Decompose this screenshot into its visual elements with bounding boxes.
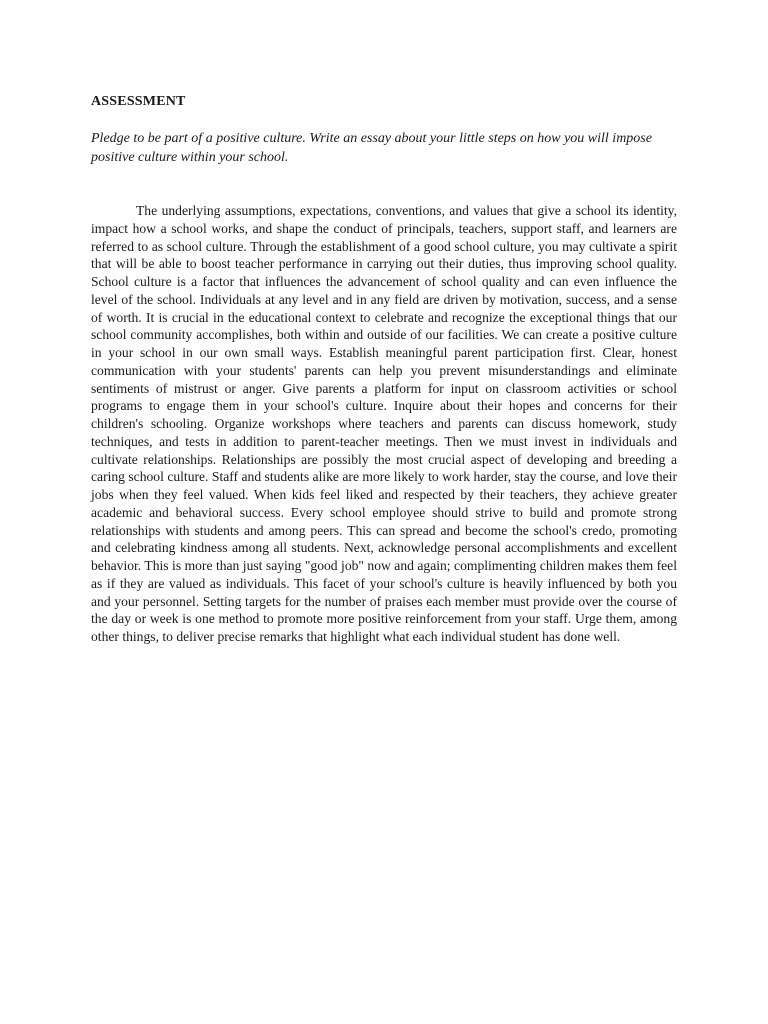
assessment-heading: ASSESSMENT — [91, 94, 186, 109]
essay-paragraph: The underlying assumptions, expectations, conventions, and values that give a school its identity, impact how a school works, and shape the conduct of principals, teachers, support staff, and learners are referred to as school culture. Through the establishment of a good school culture, you may cultivate a spirit that will be able to boost teacher performance in carrying out their duties, thus improving school quality. School culture is a factor that influences the advancement of school quality and can even influence the level of the school. Individuals at any level and in any field are driven by motivation, success, and a sense of worth. It is crucial in the educational context to celebrate and recognize the exceptional things that our school community accomplishes, both within and outside of our facilities. We can create a positive culture in your school in our own small ways. Establish meaningful parent participation first. Clear, honest communication with your students' parents can help you prevent misunderstandings and eliminate sentiments of mistrust or anger. Give parents a platform for input on classroom activities or school programs to engage them in your school's culture. Inquire about their hopes and concerns for their children's schooling. Organize workshops where teachers and parents can discuss homework, study techniques, and tests in addition to parent-teacher meetings. Then we must invest in individuals and cultivate relationships. Relationships are possibly the most crucial aspect of developing and breeding a caring school culture. Staff and students alike are more likely to work harder, stay the course, and love their jobs when they feel valued. When kids feel liked and respected by their teachers, they achieve greater academic and behavioral success. Every school employee should strive to build and promote strong relationships with students and among peers. This can spread and become the school's credo, promoting and celebrating kindness among all students. Next, acknowledge personal accomplishments and excellent behavior. This is more than just saying "good job" now and again; complimenting children makes them feel as if they are valued as individuals. This facet of your school's culture is heavily influenced by both you and your personnel. Setting targets for the number of praises each member must provide over the course of the day or week is one method to promote more positive reinforcement from your staff. Urge them, among other things, to deliver precise remarks that highlight what each individual student has done well. — [91, 203, 677, 644]
assessment-prompt: Pledge to be part of a positive culture. Write an essay about your little steps on how you will impose positive culture within your school. — [91, 131, 652, 165]
